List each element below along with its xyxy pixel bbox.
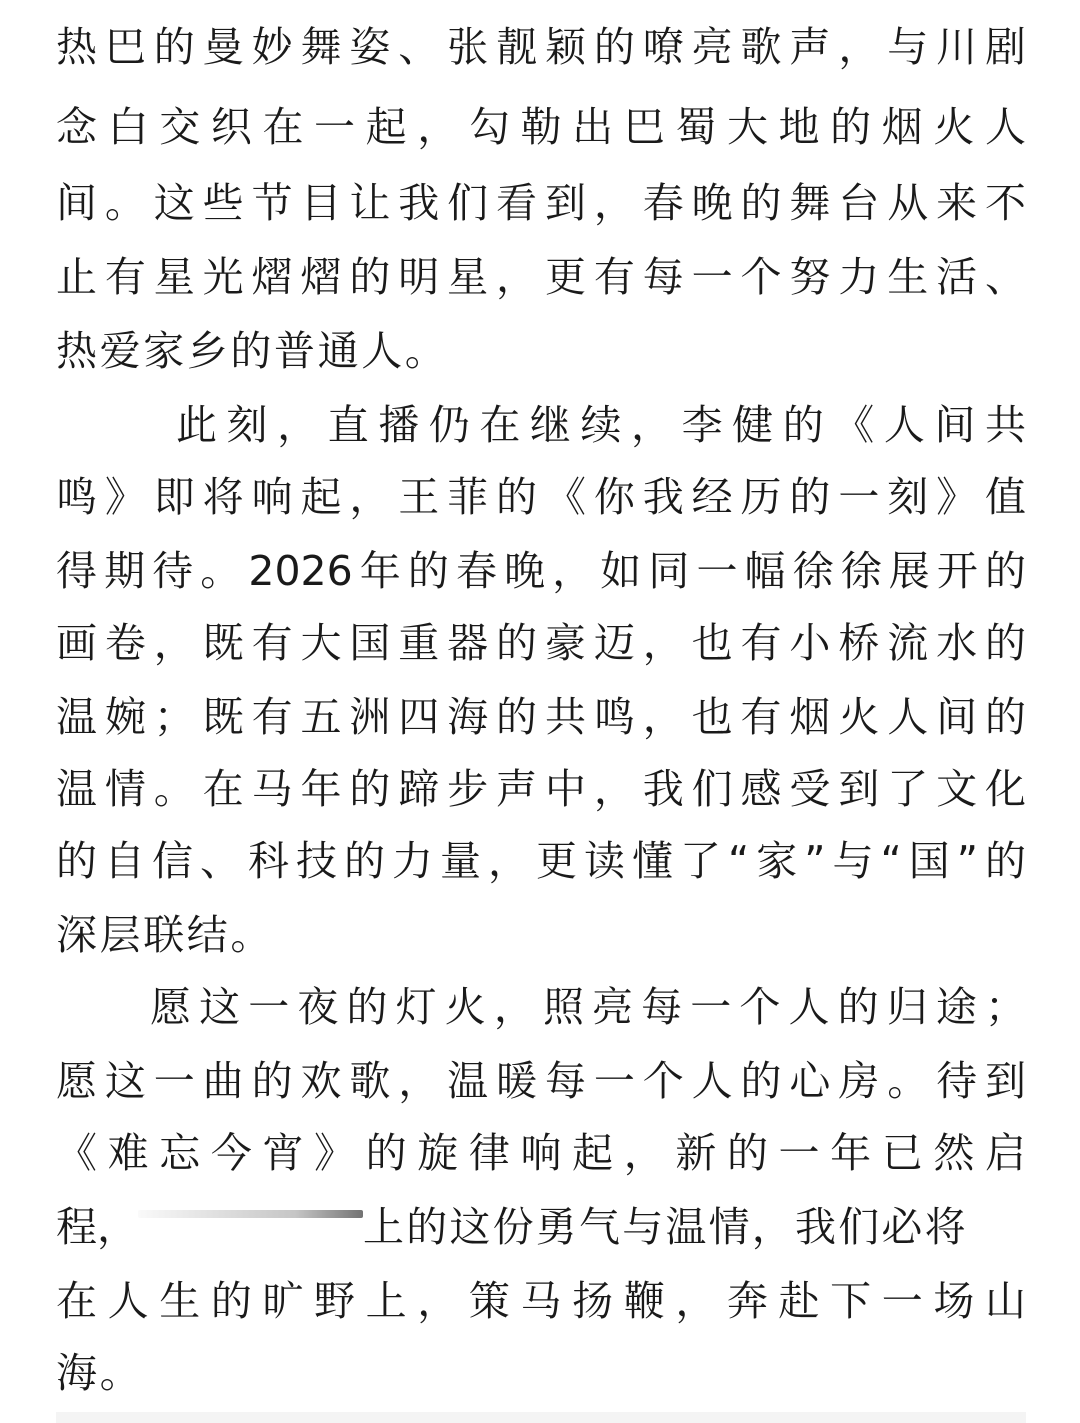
text-line [56, 1262, 1026, 1340]
text-line [56, 1042, 1026, 1120]
text-line [56, 678, 1026, 756]
text-line [56, 88, 1026, 166]
text-line [56, 750, 1026, 828]
text-content: 愿这一曲的欢歌，温暖每一个人的心房。待到 [56, 1057, 1026, 1105]
text-content: 画卷，既有大国重器的豪迈，也有小桥流水的 [56, 619, 1026, 667]
text-content: 在人生的旷野上，策马扬鞭，奔赴下一场山 [56, 1277, 1026, 1325]
text-line [56, 896, 1026, 974]
text-content: 《难忘今宵》的旋律响起，新的一年已然启 [56, 1129, 1026, 1177]
text-segment: 上的这份勇气与温情，我们必将 [363, 1203, 968, 1251]
text-content: 念白交织在一起，勾勒出巴蜀大地的烟火人 [56, 103, 1026, 151]
redaction-mark [138, 1210, 363, 1218]
text-content: 止有星光熠熠的明星，更有每一个努力生活、 [56, 253, 1026, 301]
text-content: 温情。在马年的蹄步声中，我们感受到了文化 [56, 765, 1026, 813]
text-content: 间。这些节目让我们看到，春晚的舞台从来不 [56, 179, 1026, 227]
text-line [56, 312, 1026, 390]
text-line [56, 968, 1026, 1046]
text-content: 愿这一夜的灯火，照亮每一个人的归途； [150, 983, 1026, 1031]
text-content: 深层联结。 [56, 911, 274, 959]
text-line [56, 1334, 1026, 1412]
bottom-divider [56, 1412, 1026, 1423]
text-line [56, 1188, 1026, 1266]
text-line [56, 8, 1026, 86]
text-content: 得期待。2026年的春晚，如同一幅徐徐展开的 [56, 547, 1026, 595]
text-line [56, 532, 1026, 610]
text-line [56, 604, 1026, 682]
text-line [56, 238, 1026, 316]
text-content: 海。 [56, 1349, 144, 1397]
text-content: 鸣》即将响起，王菲的《你我经历的一刻》值 [56, 473, 1026, 521]
text-content: 的自信、科技的力量，更读懂了“家”与“国”的 [56, 837, 1026, 885]
text-content: 热爱家乡的普通人。 [56, 327, 449, 375]
text-content: 热巴的曼妙舞姿、张靓颖的嘹亮歌声，与川剧 [56, 23, 1026, 71]
text-segment: 程， [56, 1203, 138, 1251]
text-line [56, 822, 1026, 900]
text-line [56, 164, 1026, 242]
text-line [56, 1114, 1026, 1192]
text-line [56, 458, 1026, 536]
text-content: 温婉；既有五洲四海的共鸣，也有烟火人间的 [56, 693, 1026, 741]
text-content: 此刻，直播仍在继续，李健的《人间共 [176, 401, 1026, 449]
text-line [56, 386, 1026, 464]
